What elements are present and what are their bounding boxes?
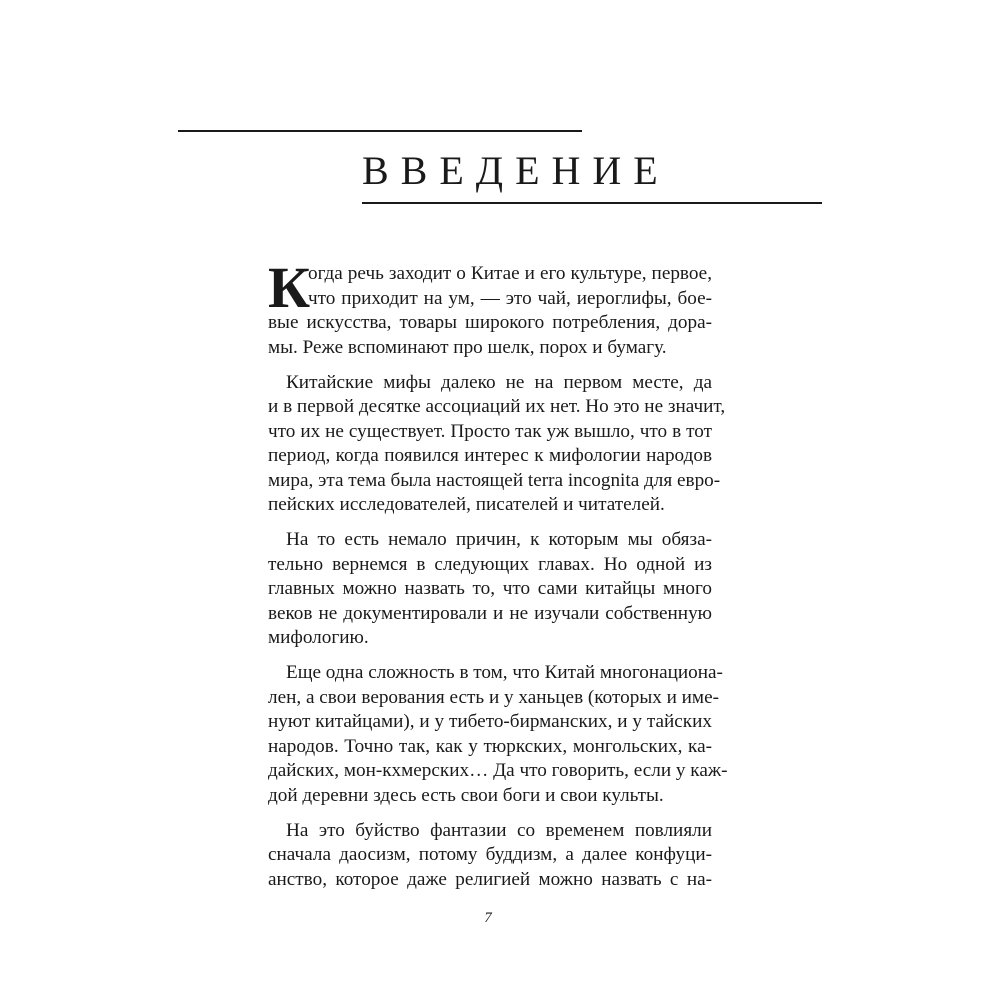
text-line: что их не существует. Просто так уж вышло, что в тот [268, 420, 712, 442]
paragraph [268, 528, 712, 651]
text-line: Еще одна сложность в том, что Китай многонационa- [286, 662, 723, 683]
page-number: 7 [484, 910, 492, 926]
paragraph [268, 255, 712, 360]
text-line: На то есть немало причин, к которым мы обяза- [286, 529, 712, 550]
paragraph [268, 661, 728, 808]
text-line: вые искусства, товары широкого потребления, дора- [268, 312, 712, 333]
text-line: мифологию. [268, 627, 369, 648]
text-line: народов. Точно так, как у тюркских, монгольских, ка- [268, 735, 712, 757]
text-line: Китайские мифы далеко не на первом месте, да [286, 371, 712, 393]
text-line: веков не документировали и не изучали собственную [268, 602, 712, 624]
text-line: главных можно назвать то, что сами китайцы много [268, 578, 712, 599]
text-line: мира, эта тема была настоящей terra incognita для евро- [268, 469, 721, 491]
text-line: мы. Реже вспоминают про шелк, порох и бумагу. [268, 336, 667, 358]
title-rule-top [178, 130, 582, 132]
text-line: На это буйство фантазии со временем повлияли [286, 819, 712, 841]
text-line: анство, которое даже религией можно назвать с на- [268, 868, 712, 890]
text-line: огда речь заходит о Китае и его культуре, первое, [308, 263, 712, 284]
title-rule-bottom [362, 202, 822, 204]
text-line: тельно вернемся в следующих главах. Но одной из [268, 553, 712, 575]
paragraph [268, 819, 712, 893]
body-text [268, 255, 728, 892]
text-line: дой деревни здесь есть свои боги и свои культы. [268, 784, 664, 806]
text-line: что приходит на ум, — это чай, иероглифы, бое- [308, 287, 712, 309]
text-line: сначала даосизм, потому буддизм, а далее конфуци- [268, 844, 712, 865]
text-line: и в первой десятке ассоциаций их нет. Но это не значит, [268, 396, 726, 417]
text-line: дайских, мон-кхмерских… Да что говорить, если у каж- [268, 760, 728, 781]
paragraph [268, 371, 726, 518]
chapter-title: ВВЕДЕНИЕ [362, 148, 670, 193]
text-line: период, когда появился интерес к мифологии народов [268, 445, 712, 466]
text-line: нуют китайцами), и у тибето-бирманских, и у тайских [268, 711, 712, 732]
drop-cap: К [268, 255, 311, 320]
text-line: лен, а свои верования есть и у ханьцев (которых и име- [268, 686, 719, 708]
text-line: пейских исследователей, писателей и читателей. [268, 494, 665, 515]
